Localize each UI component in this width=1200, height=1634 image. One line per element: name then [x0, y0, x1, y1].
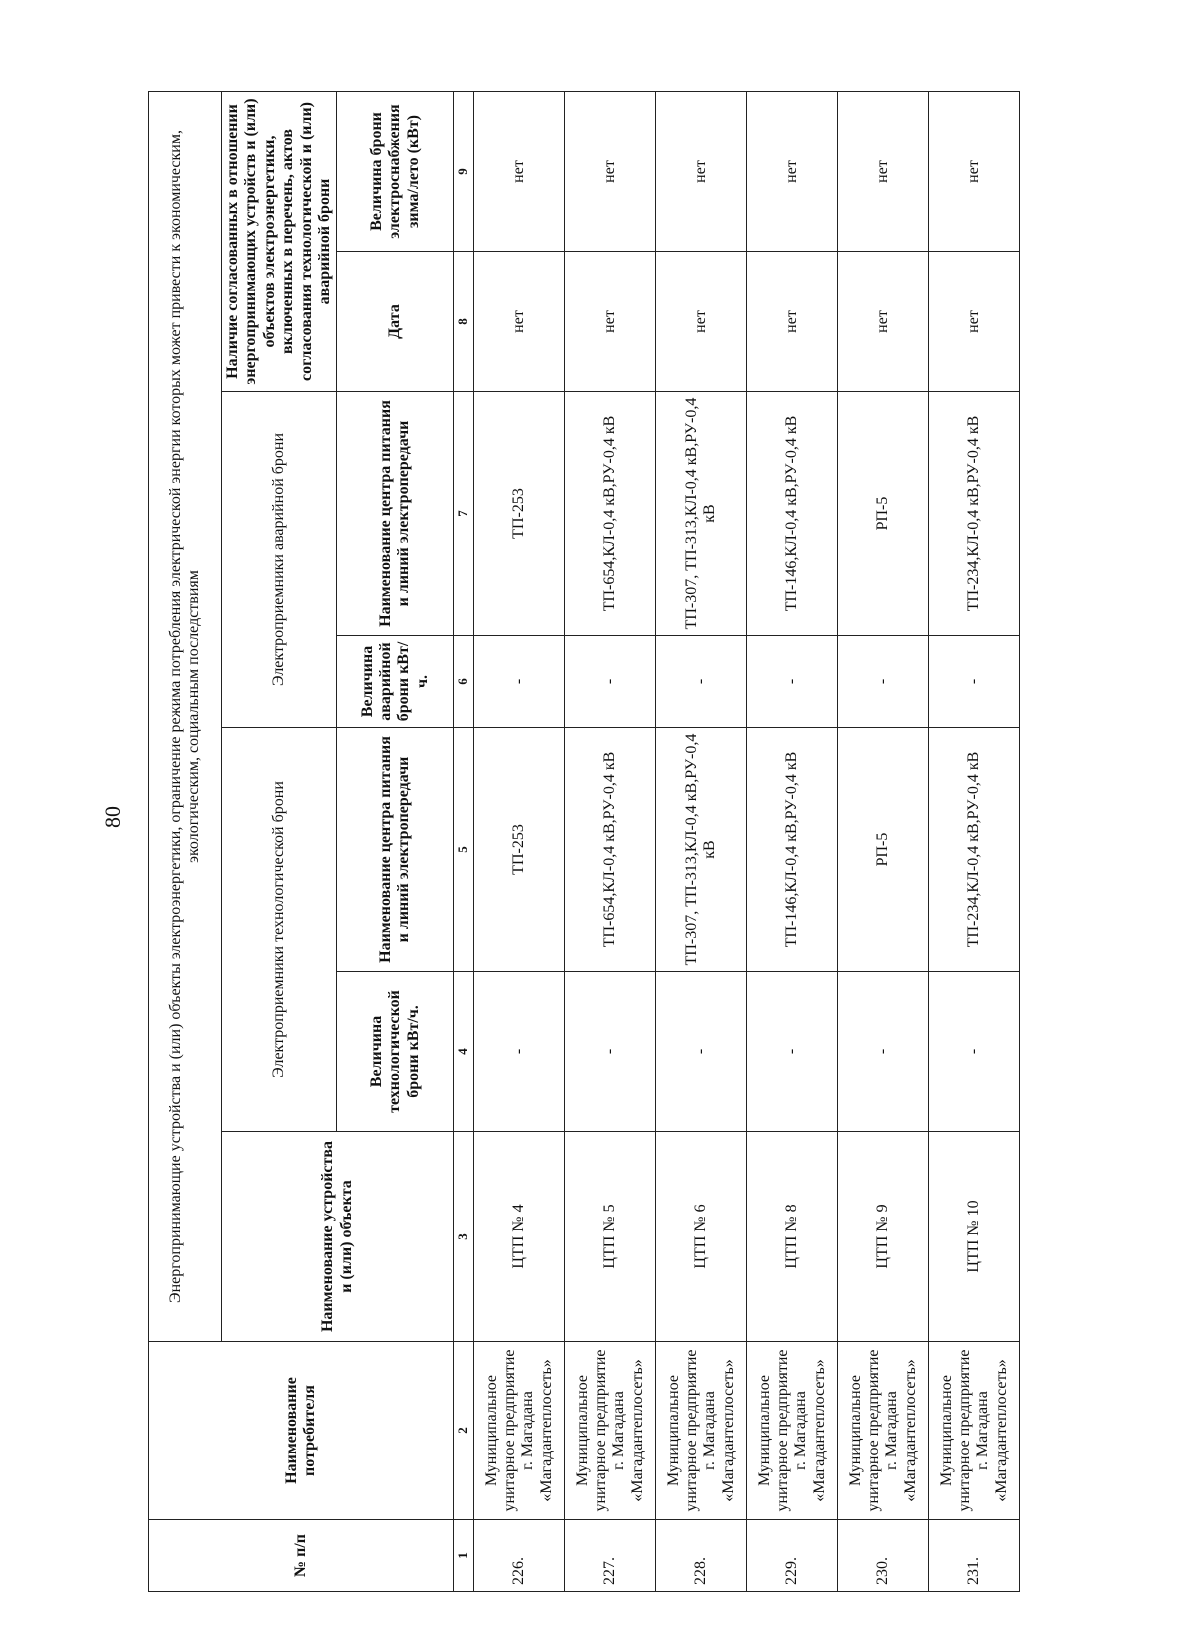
header-object: Наименование устройства и (или) объекта: [222, 1132, 454, 1342]
header-tech-center: Наименование центра питания и линий электропередачи: [337, 728, 454, 972]
header-emerg-group: Электроприемники аварийной брони: [222, 392, 337, 728]
table-row: [838, 91, 929, 1591]
row-tech-value: -: [656, 972, 747, 1132]
row-consumer: Муниципальное унитарное предприятие г. Магадана «Магадантеплосеть»: [747, 1342, 838, 1520]
row-tech-value: -: [929, 972, 1020, 1132]
row-tech-center: ТП-307, ТП-313,КЛ-0,4 кВ,РУ-0,4 кВ: [656, 728, 747, 972]
row-tech-value: -: [474, 972, 565, 1132]
row-num: 231.: [929, 1520, 1020, 1592]
header-tech-value: Величина технологической брони кВт/ч.: [337, 972, 454, 1132]
row-reserve: нет: [929, 91, 1020, 251]
row-date: нет: [656, 252, 747, 392]
row-emerg-value: -: [929, 636, 1020, 728]
row-consumer: Муниципальное унитарное предприятие г. Магадана «Магадантеплосеть»: [656, 1342, 747, 1520]
row-reserve: нет: [838, 91, 929, 251]
table-header: [149, 91, 474, 1591]
row-object: ЦТП № 9: [838, 1132, 929, 1342]
row-object: ЦТП № 5: [565, 1132, 656, 1342]
table-row: [565, 91, 656, 1591]
column-number: 5: [454, 728, 474, 972]
row-emerg-value: -: [474, 636, 565, 728]
table-row: [656, 91, 747, 1591]
row-consumer: Муниципальное унитарное предприятие г. Магадана «Магадантеплосеть»: [838, 1342, 929, 1520]
column-number: 4: [454, 972, 474, 1132]
header-group-title: Энергопринимающие устройства и (или) объекты электроэнергетики, ограничение режима потребления электрической энергии которых может привести к экономическим, экологическим, социальным последствиям: [149, 91, 222, 1341]
row-emerg-value: -: [747, 636, 838, 728]
row-emerg-center: ТП-307, ТП-313,КЛ-0,4 кВ,РУ-0,4 кВ: [656, 392, 747, 636]
row-num: 228.: [656, 1520, 747, 1592]
row-reserve: нет: [747, 91, 838, 251]
row-reserve: нет: [656, 91, 747, 251]
row-tech-value: -: [565, 972, 656, 1132]
row-num: 229.: [747, 1520, 838, 1592]
page-number: 80: [100, 806, 125, 828]
table-body: [474, 91, 1020, 1591]
row-emerg-center: ТП-654,КЛ-0,4 кВ,РУ-0,4 кВ: [565, 392, 656, 636]
row-consumer: Муниципальное унитарное предприятие г. Магадана «Магадантеплосеть»: [929, 1342, 1020, 1520]
row-date: нет: [747, 252, 838, 392]
column-number: 3: [454, 1132, 474, 1342]
table-row: [929, 91, 1020, 1591]
row-tech-center: ТП-146,КЛ-0,4 кВ,РУ-0,4 кВ: [747, 728, 838, 972]
column-number-row: [454, 91, 474, 1591]
row-reserve: нет: [474, 91, 565, 251]
header-num: № п/п: [149, 1520, 454, 1592]
column-number: 9: [454, 91, 474, 251]
column-number: 2: [454, 1342, 474, 1520]
row-date: нет: [474, 252, 565, 392]
row-date: нет: [565, 252, 656, 392]
column-number: 8: [454, 252, 474, 392]
row-reserve: нет: [565, 91, 656, 251]
row-object: ЦТП № 8: [747, 1132, 838, 1342]
row-consumer: Муниципальное унитарное предприятие г. Магадана «Магадантеплосеть»: [474, 1342, 565, 1520]
header-reserve: Величина брони электроснабжения зима/лето (кВт): [337, 91, 454, 251]
row-emerg-center: ТП-253: [474, 392, 565, 636]
row-emerg-value: -: [656, 636, 747, 728]
row-tech-center: ТП-654,КЛ-0,4 кВ,РУ-0,4 кВ: [565, 728, 656, 972]
row-emerg-center: ТП-146,КЛ-0,4 кВ,РУ-0,4 кВ: [747, 392, 838, 636]
row-tech-center: ТП-234,КЛ-0,4 кВ,РУ-0,4 кВ: [929, 728, 1020, 972]
row-tech-center: РП-5: [838, 728, 929, 972]
row-object: ЦТП № 6: [656, 1132, 747, 1342]
column-number: 7: [454, 392, 474, 636]
column-number: 1: [454, 1520, 474, 1592]
row-num: 227.: [565, 1520, 656, 1592]
row-date: нет: [838, 252, 929, 392]
column-number: 6: [454, 636, 474, 728]
row-emerg-value: -: [838, 636, 929, 728]
header-date: Дата: [337, 252, 454, 392]
row-tech-center: ТП-253: [474, 728, 565, 972]
table-row: [747, 91, 838, 1591]
row-object: ЦТП № 10: [929, 1132, 1020, 1342]
row-tech-value: -: [747, 972, 838, 1132]
table-row: [474, 91, 565, 1591]
row-date: нет: [929, 252, 1020, 392]
header-emerg-value: Величина аварийной брони кВт/ч.: [337, 636, 454, 728]
row-consumer: Муниципальное унитарное предприятие г. Магадана «Магадантеплосеть»: [565, 1342, 656, 1520]
row-num: 226.: [474, 1520, 565, 1592]
row-emerg-center: ТП-234,КЛ-0,4 кВ,РУ-0,4 кВ: [929, 392, 1020, 636]
row-emerg-center: РП-5: [838, 392, 929, 636]
header-emerg-center: Наименование центра питания и линий электропередачи: [337, 392, 454, 636]
header-agreement-group: Наличие согласованных в отношении энергопринимающих устройств и (или) объектов электроэнергетики, включенных в перечень, актов согласования технологической и (или) аварийной брони: [222, 91, 337, 391]
row-object: ЦТП № 4: [474, 1132, 565, 1342]
row-num: 230.: [838, 1520, 929, 1592]
row-tech-value: -: [838, 972, 929, 1132]
header-consumer: Наименование потребителя: [149, 1342, 454, 1520]
row-emerg-value: -: [565, 636, 656, 728]
header-tech-group: Электроприемники технологической брони: [222, 728, 337, 1132]
consumers-table: [148, 91, 1020, 1592]
